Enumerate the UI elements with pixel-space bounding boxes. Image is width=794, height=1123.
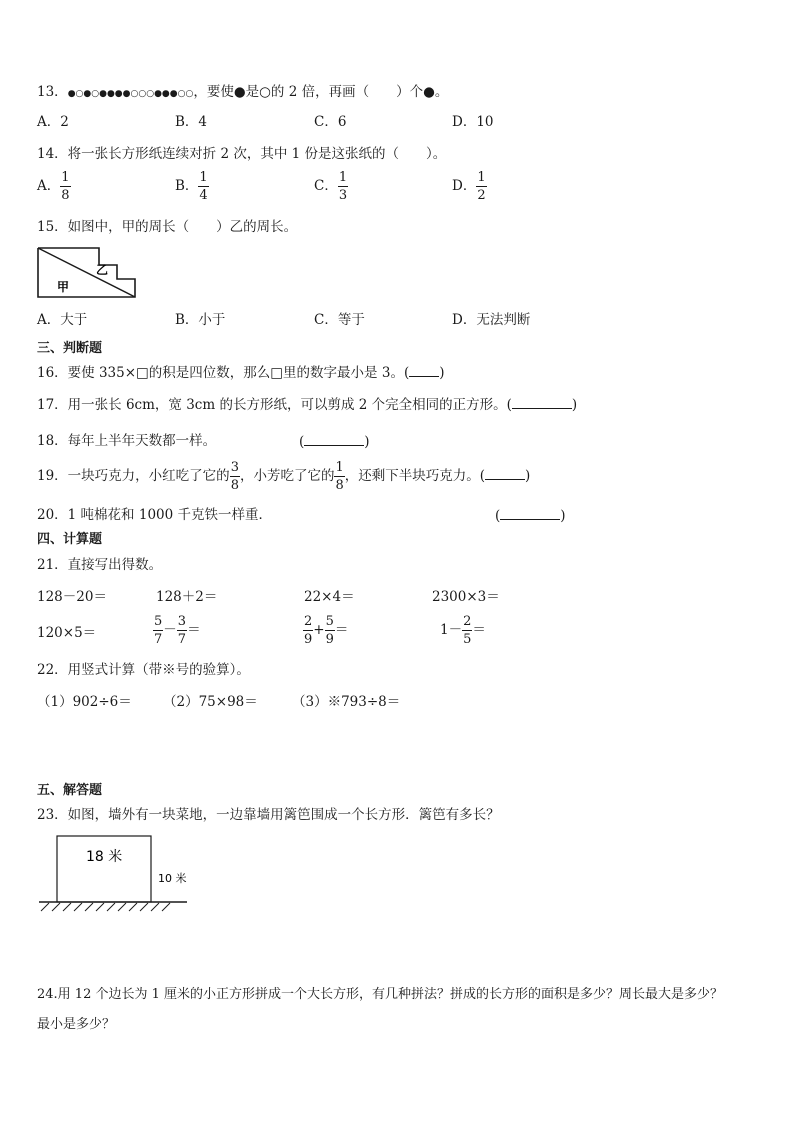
fraction [338, 171, 348, 202]
numerator: 5 [154, 614, 163, 629]
numerator: 1 [199, 170, 208, 185]
answer-blank[interactable] [304, 435, 364, 446]
question-24-line-1: 24.用 12 个边长为 1 厘米的小正方形拼成一个大长方形，有几种拼法？拼成的长方形的面积是多少？周长最大是多少？ [37, 987, 724, 1002]
denominator: 2 [477, 187, 486, 203]
vertical-calc-item: （2）75×98＝ [163, 694, 258, 710]
q13-option-d[interactable]: D．10 [452, 114, 494, 130]
question-22-stem: 22．用竖式计算（带※号的验算）。 [37, 662, 250, 678]
length-label: 18 米 [86, 849, 123, 865]
paren-open: ( [299, 434, 305, 450]
operator: + [313, 622, 325, 639]
wall-hatching [41, 903, 170, 911]
q15-option-c[interactable]: C．等于 [314, 312, 365, 328]
paren-close: ) [364, 434, 370, 450]
fraction [303, 615, 313, 646]
q14-option-a[interactable] [37, 171, 71, 202]
operator: － [163, 622, 177, 639]
fraction [177, 615, 187, 646]
q18-answer [299, 435, 370, 450]
question-17 [37, 398, 577, 413]
fraction [198, 171, 208, 202]
section-3-heading: 三、判断题 [37, 341, 103, 356]
option-label: C． [314, 178, 338, 195]
question-23-stem: 23．如图，墙外有一块菜地，一边靠墙用篱笆围成一个长方形．篱笆有多长？ [37, 807, 500, 823]
denominator: 9 [325, 631, 334, 647]
vertical-calc-item: （3）※793÷8＝ [292, 694, 401, 710]
paren-close: ) [560, 508, 566, 524]
question-18-text: 18．每年上半年天数都一样。 [37, 433, 217, 449]
fraction [60, 171, 70, 202]
calc-item: 128＋2＝ [156, 589, 218, 605]
fraction [476, 171, 486, 202]
denominator: 4 [199, 187, 208, 203]
calc-item: 2300×3＝ [432, 589, 500, 605]
section-4-heading: 四、计算题 [37, 532, 103, 547]
denominator: 8 [335, 477, 344, 493]
option-label: A． [37, 178, 61, 195]
denominator: 7 [177, 631, 187, 647]
question-20-text: 20．1 吨棉花和 1000 千克铁一样重． [37, 507, 272, 523]
q20-answer [495, 509, 566, 524]
answer-blank[interactable] [500, 509, 560, 520]
calc-item-fraction [440, 615, 486, 646]
calc-item-fraction [153, 615, 201, 646]
denominator: 9 [304, 631, 313, 647]
garden-figure [37, 835, 197, 915]
denominator: 5 [463, 631, 472, 647]
numerator: 2 [304, 614, 313, 629]
fraction [325, 615, 335, 646]
numerator: 1 [61, 170, 70, 185]
q15-option-d[interactable]: D．无法判断 [452, 312, 531, 328]
question-24-line-2: 最小是多少？ [37, 1017, 116, 1032]
q13-option-b[interactable]: B．4 [175, 114, 208, 130]
label-jia: 甲 [57, 280, 70, 294]
vertical-calc-item: （1）902÷6＝ [37, 694, 132, 710]
question-21-stem: 21．直接写出得数。 [37, 557, 163, 573]
equals: ＝ [472, 622, 486, 639]
label-yi: 乙 [96, 263, 109, 277]
dot-sequence: ●○●○●●●●○○○●●●○○ [67, 89, 194, 99]
equals: ＝ [334, 622, 349, 639]
denominator: 8 [230, 477, 239, 493]
question-18 [37, 435, 216, 449]
fraction [334, 461, 344, 492]
answer-blank[interactable] [512, 398, 572, 409]
numerator: 3 [230, 460, 239, 475]
numerator: 1 [477, 170, 486, 185]
numerator: 1 [338, 170, 348, 185]
option-label: D． [452, 178, 477, 195]
question-number: 13． [37, 84, 68, 100]
q14-option-c[interactable] [314, 171, 348, 202]
fraction [462, 615, 472, 646]
calc-item: 22×4＝ [304, 589, 355, 605]
q15-option-b[interactable]: B．小于 [175, 312, 226, 328]
equals: ＝ [187, 622, 201, 639]
answer-blank[interactable] [409, 366, 439, 377]
fraction [153, 615, 163, 646]
figure-diagonal [38, 248, 135, 297]
question-14-stem: 14．将一张长方形纸连续对折 2 次，其中 1 份是这张纸的（ ）。 [37, 146, 447, 162]
perimeter-figure [37, 247, 137, 299]
fraction [230, 461, 240, 492]
q14-option-d[interactable] [452, 171, 487, 202]
denominator: 8 [61, 187, 70, 203]
operand: 1－ [440, 622, 463, 639]
question-19-text: ，小芳吃了它的 [239, 468, 335, 485]
section-5-heading: 五、解答题 [37, 783, 103, 798]
garden-rectangle [57, 836, 151, 902]
question-19-text: 19．一块巧克力，小红吃了它的 [37, 468, 230, 485]
paren-close: ) [571, 397, 578, 413]
question-20 [37, 509, 272, 523]
question-16 [37, 366, 445, 381]
option-label: B． [175, 178, 199, 195]
question-16-text: 16．要使 335×□的积是四位数，那么□里的数字最小是 3。( [37, 365, 410, 381]
question-15-stem: 15．如图中，甲的周长（ ）乙的周长。 [37, 219, 298, 235]
numerator: 3 [177, 614, 187, 629]
calc-item-fraction [303, 615, 348, 646]
width-label: 10 米 [158, 872, 187, 885]
numerator: 2 [463, 614, 472, 629]
question-13-text: ，要使●是○的 2 倍，再画（ ）个●。 [193, 84, 449, 100]
q13-option-a[interactable]: A．2 [37, 114, 69, 130]
q14-option-b[interactable] [175, 171, 209, 202]
calc-item: 128－20＝ [37, 589, 107, 605]
calc-item: 120×5＝ [37, 625, 97, 641]
question-19-text: ，还剩下半块巧克力。( [344, 468, 486, 485]
paren-open: ( [495, 508, 501, 524]
question-17-text: 17．用一张长 6cm，宽 3cm 的长方形纸，可以剪成 2 个完全相同的正方形。( [37, 397, 512, 413]
q15-option-a[interactable]: A．大于 [37, 312, 88, 328]
q13-option-c[interactable]: C．6 [314, 114, 347, 130]
question-19 [37, 461, 530, 492]
paren-close: ) [525, 468, 531, 485]
question-13-stem [37, 86, 448, 100]
denominator: 7 [154, 631, 163, 647]
numerator: 1 [335, 460, 344, 475]
paren-close: ) [439, 365, 445, 381]
numerator: 5 [325, 614, 334, 629]
answer-blank[interactable] [485, 469, 525, 480]
denominator: 3 [338, 187, 348, 203]
